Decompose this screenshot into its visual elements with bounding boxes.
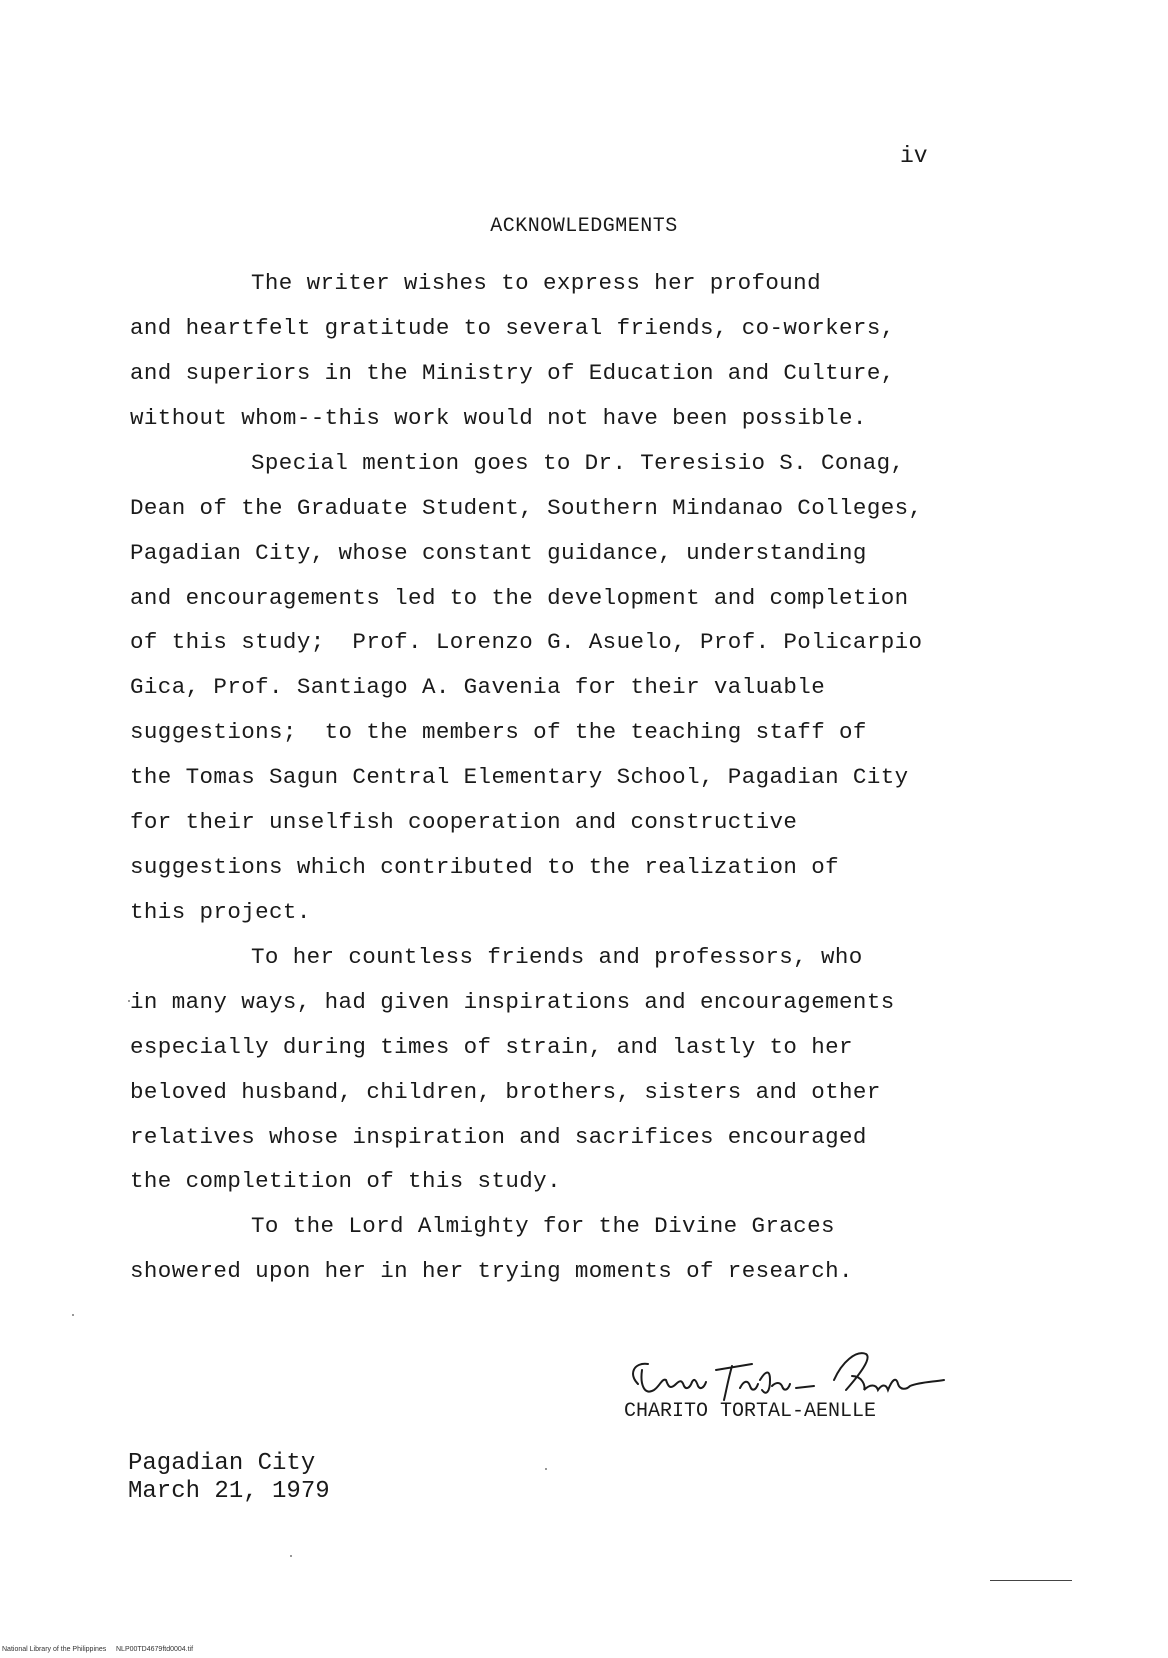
body-line: showered upon her in her trying moments of research. [130,1258,853,1284]
scan-speck [128,1000,130,1002]
body-line: To the Lord Almighty for the Divine Graces [251,1213,835,1239]
body-line: beloved husband, children, brothers, sisters and other [130,1079,881,1105]
place: Pagadian City [128,1450,316,1477]
body-line: for their unselfish cooperation and constructive [130,809,798,835]
signatory-name: CHARITO TORTAL-AENLLE [624,1400,877,1423]
body-line: especially during times of strain, and lastly to her [130,1034,853,1060]
divider [990,1580,1072,1581]
scan-speck [545,1468,547,1470]
body-line: and superiors in the Ministry of Education and Culture, [130,360,895,386]
scan-speck [290,1555,292,1557]
body-line: Dean of the Graduate Student, Southern Mindanao Colleges, [130,495,923,521]
body-line: The writer wishes to express her profound [251,270,821,296]
body-line: in many ways, had given inspirations and encouragements [130,989,895,1015]
page-number: iv [900,143,928,169]
body-line: and heartfelt gratitude to several friends, co-workers, [130,315,895,341]
body-line: this project. [130,899,311,925]
body-line: suggestions which contributed to the realization of [130,854,840,880]
scan-footer: National Library of the Philippines NLP00TD4679ftd0004.tif [2,1646,194,1653]
body-line: without whom--this work would not have been possible. [130,405,867,431]
body-line: the completition of this study. [130,1168,561,1194]
body-line: of this study; Prof. Lorenzo G. Asuelo, Prof. Policarpio [130,629,923,655]
body-line: and encouragements led to the development and completion [130,585,909,611]
body-line: Special mention goes to Dr. Teresisio S. Conag, [251,450,905,476]
date: March 21, 1979 [128,1478,330,1505]
body-line: Pagadian City, whose constant guidance, understanding [130,540,867,566]
scan-speck [72,1314,74,1316]
page-title: ACKNOWLEDGMENTS [490,215,678,238]
body-line: To her countless friends and professors, who [251,944,863,970]
body-line: relatives whose inspiration and sacrifices encouraged [130,1124,867,1150]
body-line: the Tomas Sagun Central Elementary School, Pagadian City [130,764,909,790]
body-line: Gica, Prof. Santiago A. Gavenia for their valuable [130,674,826,700]
body-line: suggestions; to the members of the teaching staff of [130,719,867,745]
